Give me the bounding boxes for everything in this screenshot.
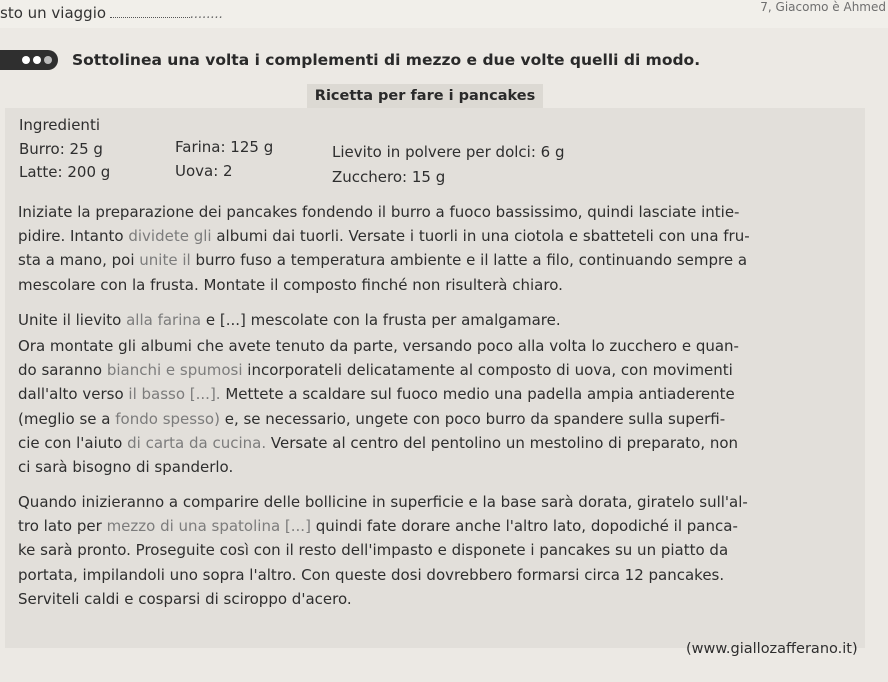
- handwriting: ........: [190, 7, 224, 22]
- recipe-paragraph-3: [18, 334, 864, 479]
- exercise-level-badge: [0, 50, 58, 70]
- text-segment: ci sarà bisogno di spanderlo.: [18, 458, 234, 477]
- text-segment: Iniziate la preparazione dei pancakes fondendo il burro a fuoco bassissimo, quindi lasciate intie-: [18, 203, 740, 221]
- exercise-row: [0, 50, 700, 70]
- header-left-label: sto un viaggio: [0, 4, 107, 22]
- text-segment: sta a mano, poi: [18, 251, 135, 270]
- ingredient-item: Latte: 200 g: [19, 163, 111, 181]
- ingredient-item: Uova: 2: [175, 162, 233, 180]
- text-segment: Unite il lievito: [18, 311, 122, 329]
- text-segment: il basso [...].: [128, 385, 221, 404]
- text-segment: pidire. Intanto: [18, 227, 124, 246]
- text-segment: tro lato per: [18, 517, 102, 536]
- text-segment: Quando inizieranno a comparire delle bollicine in superficie e la base sarà dorata, giratelo sull'al-: [18, 493, 748, 511]
- text-segment: do saranno: [18, 361, 103, 380]
- text-segment: unite il: [139, 251, 191, 270]
- text-segment: Serviteli caldi e cosparsi di sciroppo d'acero.: [18, 589, 352, 608]
- recipe-paragraph-4: [18, 490, 864, 611]
- text-segment: fondo spesso): [115, 409, 220, 428]
- answer-line: [110, 17, 190, 18]
- exercise-instruction: Sottolinea una volta i complementi di mezzo e due volte quelli di modo.: [72, 51, 701, 69]
- text-segment: ke sarà pronto. Proseguite così con il resto dell'impasto e disponete i pancakes su un piatto da: [18, 541, 729, 560]
- text-segment: albumi dai tuorli. Versate i tuorli in una ciotola e sbatteteli con una fru-: [216, 227, 750, 246]
- text-segment: (meglio se a: [18, 409, 111, 428]
- text-segment: incorporateli delicatamente al composto di uova, con movimenti: [247, 361, 733, 380]
- text-segment: e, se necessario, ungete con poco burro da spandere sulla superfi-: [224, 409, 726, 428]
- text-segment: portata, impilandoli uno sopra l'altro. Con queste dosi dovrebbero formarsi circa 12 pancakes.: [18, 565, 725, 584]
- ingredient-item: Farina: 125 g: [175, 138, 274, 156]
- recipe-title: Ricetta per fare i pancakes: [307, 84, 543, 108]
- text-segment: cie con l'aiuto: [18, 433, 123, 452]
- text-segment: quindi fate dorare anche l'altro lato, dopodiché il panca-: [315, 517, 738, 536]
- text-segment: e [...] mescolate con la frusta per amalgamare.: [205, 311, 561, 329]
- text-segment: burro fuso a temperatura ambiente e il latte a filo, continuando sempre a: [195, 251, 748, 270]
- ingredient-item: Lievito in polvere per dolci: 6 g: [332, 143, 565, 161]
- text-segment: alla farina: [126, 311, 202, 329]
- text-segment: mescolare con la frusta. Montate il composto finché non risulterà chiaro.: [18, 275, 563, 294]
- header-left-text: [0, 4, 223, 22]
- ingredients-heading: Ingredienti: [19, 116, 100, 134]
- text-segment: mezzo di una spatolina [...]: [106, 517, 311, 536]
- text-segment: dividete gli: [128, 227, 212, 246]
- text-segment: dall'alto verso: [18, 385, 124, 404]
- text-segment: di carta da cucina.: [127, 433, 267, 452]
- recipe-paragraph-1: [18, 200, 864, 297]
- text-segment: Mettete a scaldare sul fuoco medio una padella ampia antiaderente: [225, 385, 735, 404]
- recipe-paragraph-2: [18, 308, 864, 332]
- ingredient-item: Zucchero: 15 g: [332, 168, 446, 186]
- source-citation: (www.giallozafferano.it): [686, 641, 858, 657]
- ingredient-item: Burro: 25 g: [19, 140, 103, 158]
- text-segment: Versate al centro del pentolino un mestolino di preparato, non: [270, 433, 739, 452]
- text-segment: bianchi e spumosi: [106, 361, 243, 380]
- text-segment: Ora montate gli albumi che avete tenuto da parte, versando poco alla volta lo zucchero e quan-: [18, 337, 739, 355]
- header-right-text: 7, Giacomo è Ahmed: [760, 0, 886, 14]
